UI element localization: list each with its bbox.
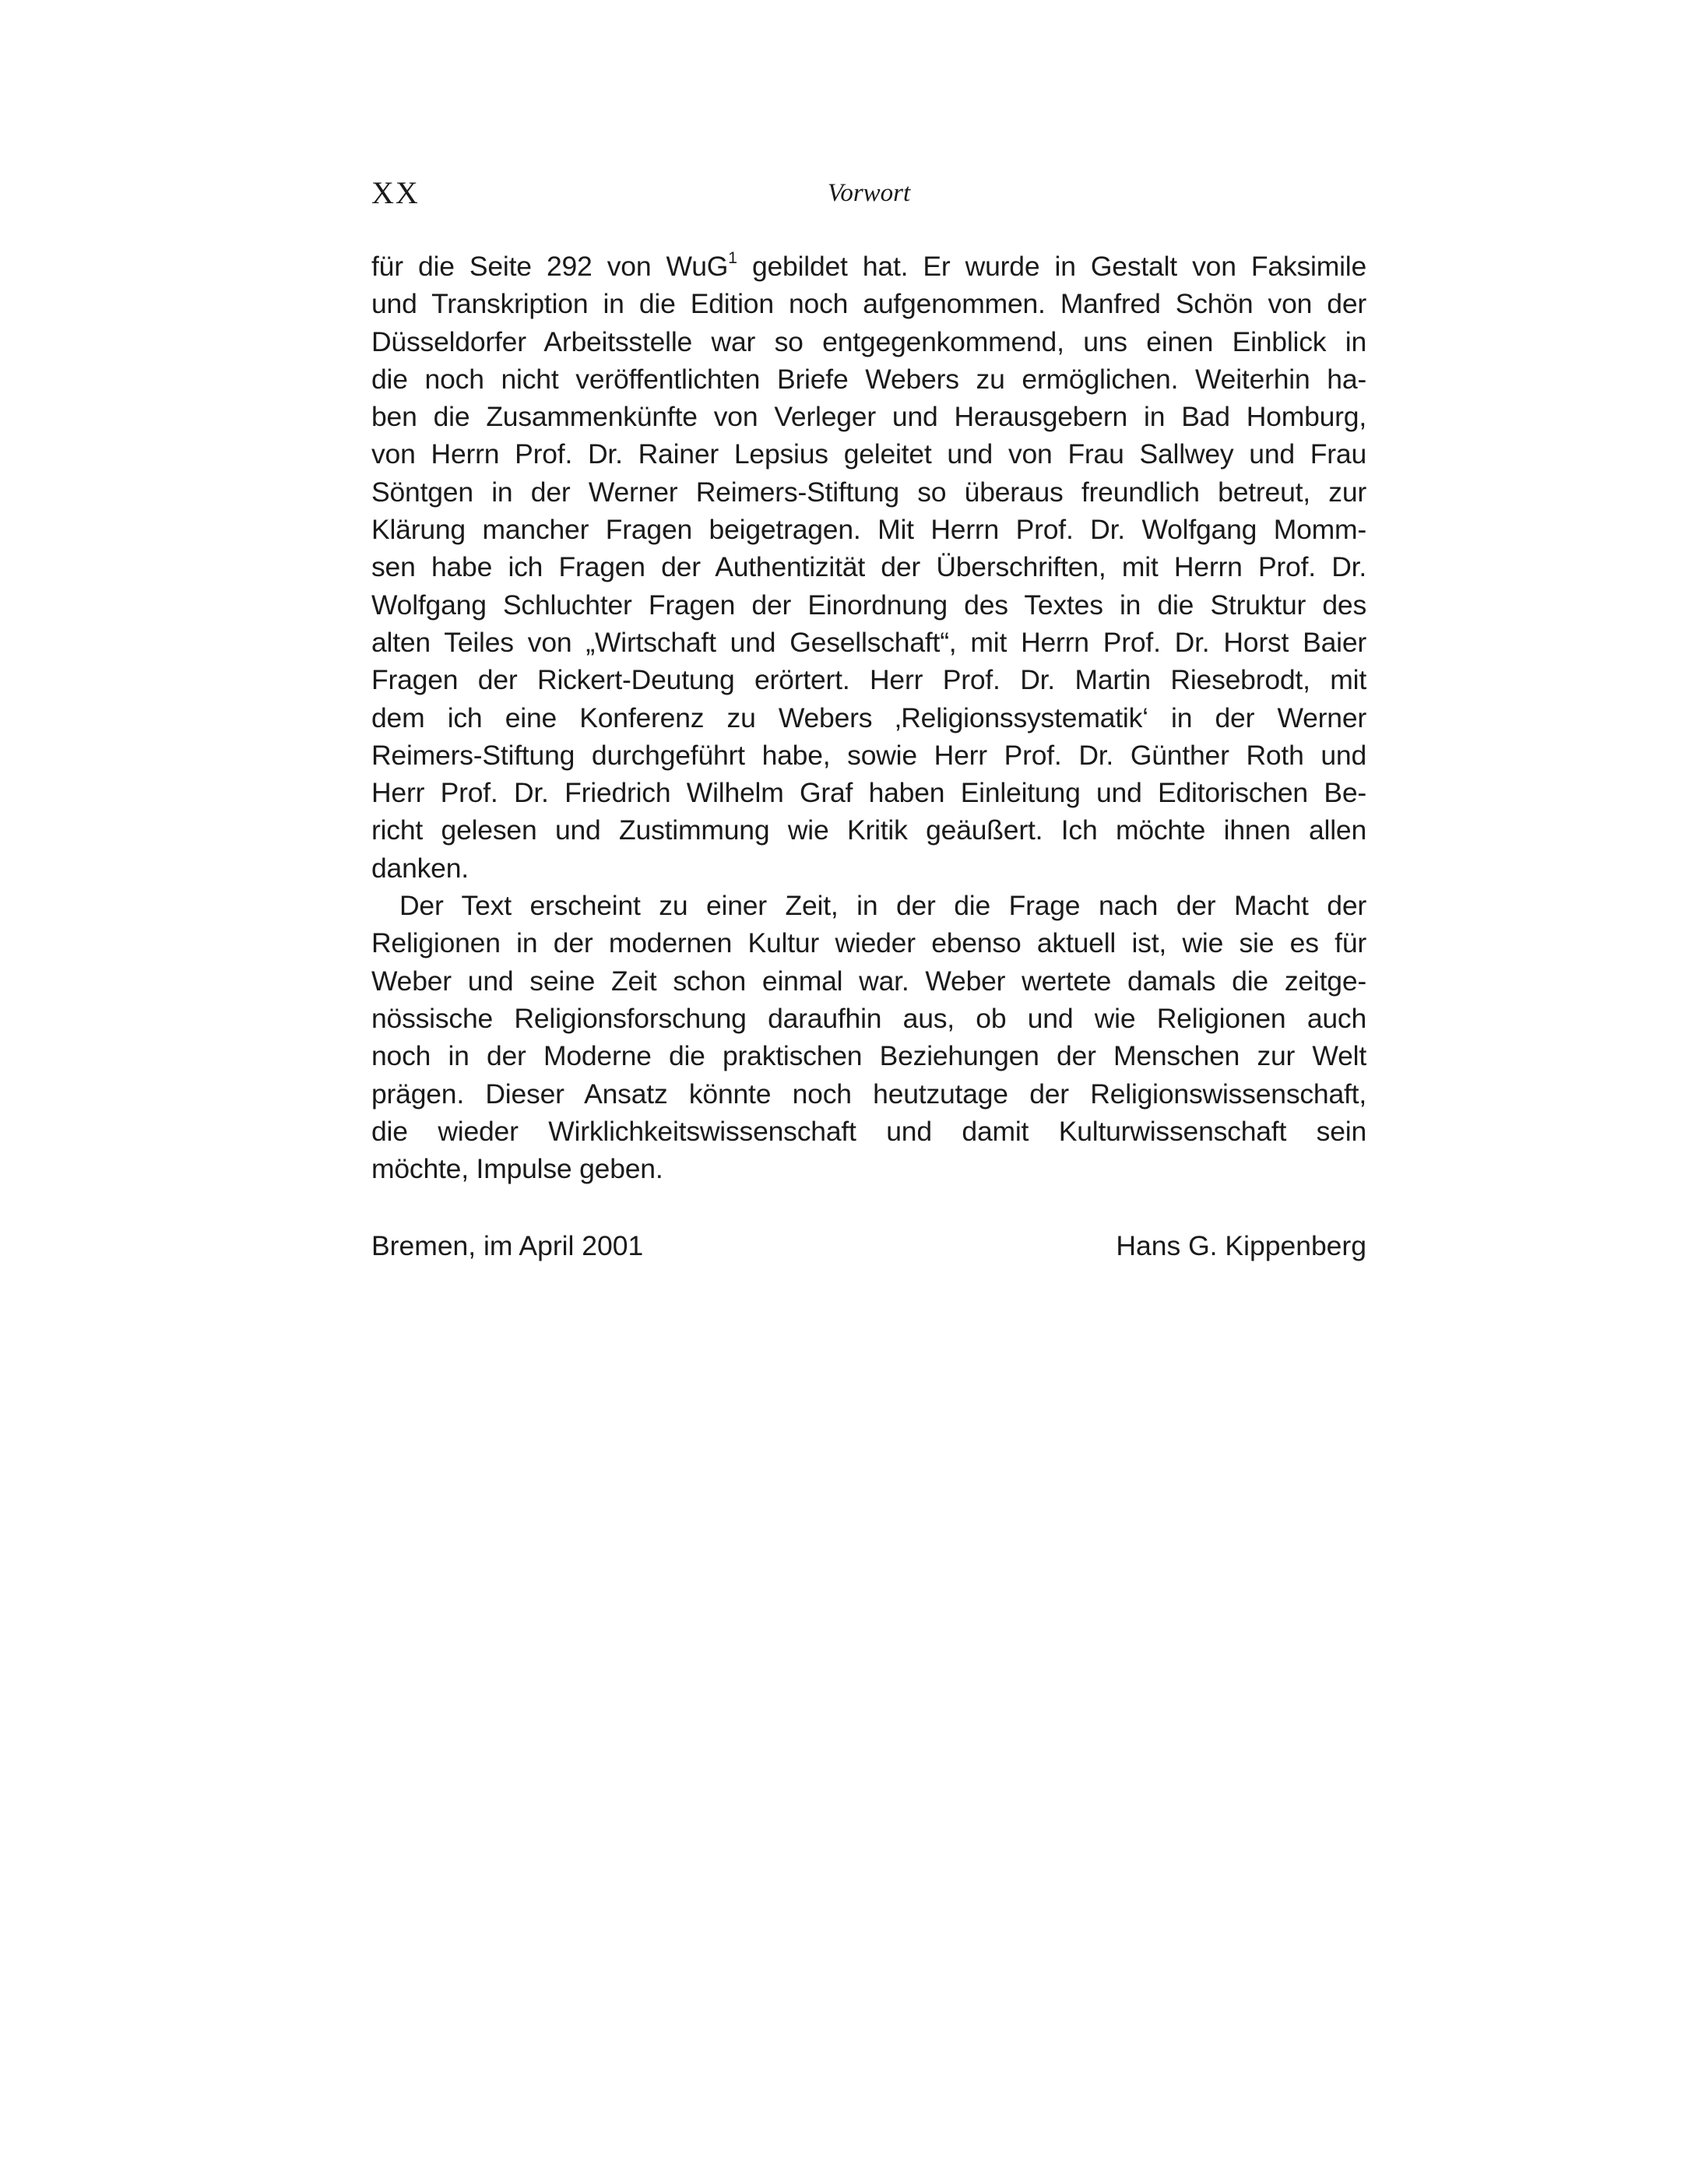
text-line: Weber und seine Zeit schon einmal war. Weber wertete damals die zeitge- (371, 965, 1366, 997)
page-number: XX (371, 175, 420, 210)
text-line: möchte, Impulse geben. (371, 1153, 663, 1185)
text-run: für die Seite 292 von WuG (371, 251, 729, 282)
running-title: Vorwort (827, 179, 911, 207)
text-line: Der Text erscheint zu einer Zeit, in der die Frage nach der Macht der (399, 890, 1366, 922)
text-line: Klärung mancher Fragen beigetragen. Mit Herrn Prof. Dr. Wolfgang Momm- (371, 514, 1366, 546)
text-line: die wieder Wirklichkeitswissenschaft und damit Kulturwissenschaft sein (371, 1115, 1366, 1147)
text-line: Reimers-Stiftung durchgeführt habe, sowie Herr Prof. Dr. Günther Roth und (371, 739, 1366, 771)
text-line: alten Teiles von „Wirtschaft und Gesellschaft“, mit Herrn Prof. Dr. Horst Baier (371, 626, 1366, 658)
text-line: prägen. Dieser Ansatz könnte noch heutzutage der Religionswissenschaft, (371, 1078, 1366, 1110)
text-line (371, 248, 1366, 285)
text-line: Düsseldorfer Arbeitsstelle war so entgegenkommend, uns einen Einblick in (371, 325, 1366, 357)
footnote-marker: 1 (728, 248, 737, 268)
text-line: richt gelesen und Zustimmung wie Kritik geäußert. Ich möchte ihnen allen (371, 814, 1366, 846)
text-line: Söntgen in der Werner Reimers-Stiftung so überaus freundlich betreut, zur (371, 476, 1366, 508)
body-text (371, 248, 1366, 1187)
text-line: danken. (371, 852, 469, 884)
author-signature: Hans G. Kippenberg (1116, 1230, 1366, 1261)
text-line: dem ich eine Konferenz zu Webers ‚Religionssystematik‘ in der Werner (371, 702, 1366, 733)
text-line: ben die Zusammenkünfte von Verleger und Herausgebern in Bad Homburg, (371, 401, 1366, 433)
paragraph-2 (371, 887, 1366, 1187)
text-line: Religionen in der modernen Kultur wieder ebenso aktuell ist, wie sie es für (371, 927, 1366, 959)
text-line: Herr Prof. Dr. Friedrich Wilhelm Graf haben Einleitung und Editorischen Be- (371, 777, 1366, 809)
text-line: sen habe ich Fragen der Authentizität der Überschriften, mit Herrn Prof. Dr. (371, 551, 1366, 583)
text-line: Wolfgang Schluchter Fragen der Einordnung des Textes in die Struktur des (371, 589, 1366, 621)
closing-line (371, 1227, 1366, 1264)
text-line: Fragen der Rickert-Deutung erörtert. Herr Prof. Dr. Martin Riesebrodt, mit (371, 664, 1366, 696)
text-line: die noch nicht veröffentlichten Briefe Webers zu ermöglichen. Weiterhin ha- (371, 363, 1366, 395)
text-line: noch in der Moderne die praktischen Beziehungen der Menschen zur Welt (371, 1040, 1366, 1072)
text-line: nössische Religionsforschung daraufhin aus, ob und wie Religionen auch (371, 1002, 1366, 1034)
paragraph-1 (371, 248, 1366, 887)
text-run: gebildet hat. Er wurde in Gestalt von Faksimile (737, 251, 1366, 282)
text-line: von Herrn Prof. Dr. Rainer Lepsius geleitet und von Frau Sallwey und Frau (371, 438, 1366, 470)
page-header (371, 170, 1366, 216)
place-date: Bremen, im April 2001 (371, 1230, 644, 1261)
text-line: und Transkription in die Edition noch aufgenommen. Manfred Schön von der (371, 288, 1366, 320)
